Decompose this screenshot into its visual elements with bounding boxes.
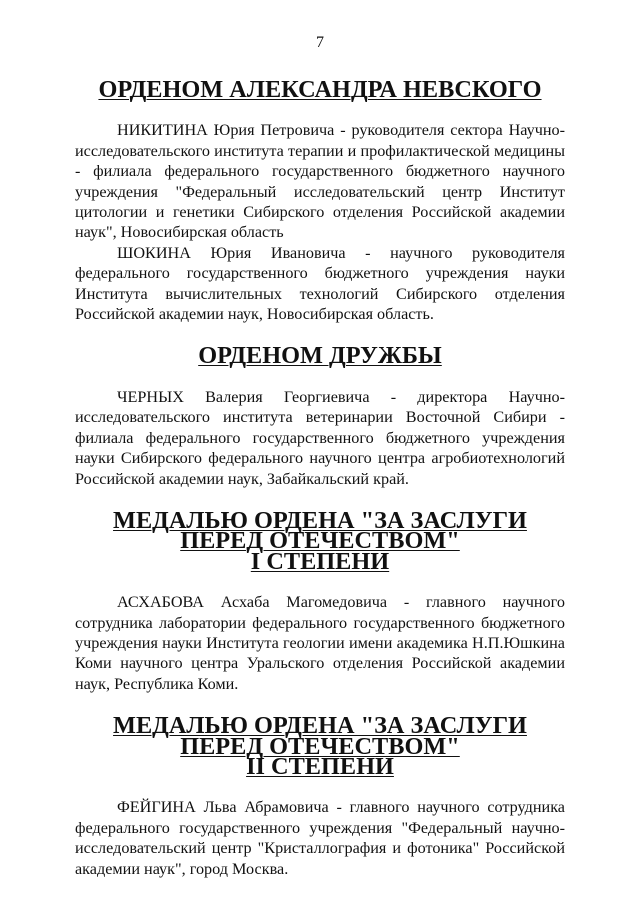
award-paragraph: ФЕЙГИНА Льва Абрамовича - главного научного сотрудника федерального государственного учреждения "Федеральный научно-исследовательский центр "Кристаллография и фотоника" Российской академии наук", город Москва. <box>75 798 565 878</box>
award-section-alexander-nevsky <box>75 76 565 324</box>
page-number: 7 <box>316 34 324 51</box>
heading-line: ОРДЕНОМ ДРУЖБЫ <box>198 342 442 370</box>
award-section-medal-1st-degree <box>75 506 565 694</box>
heading-line: МЕДАЛЬЮ ОРДЕНА "ЗА ЗАСЛУГИ ПЕРЕД ОТЕЧЕСТВОМ" <box>113 506 527 555</box>
heading-line: I СТЕПЕНИ <box>250 547 390 575</box>
award-paragraph: ЧЕРНЫХ Валерия Георгиевича - директора Научно-исследовательского института ветеринарии Восточной Сибири - филиала федерального государственного бюджетного учреждения науки Сибирского федерального научного центра агробиотехнологий Российской академии наук, Забайкальский край. <box>75 387 565 488</box>
award-paragraph: ШОКИНА Юрия Ивановича - научного руководителя федерального государственного бюджетного учреждения науки Института вычислительных технологий Сибирского отделения Российской академии наук, Новосибирская область. <box>75 243 565 324</box>
section-heading <box>75 342 565 370</box>
heading-line: ОРДЕНОМ АЛЕКСАНДРА НЕВСКОГО <box>98 76 542 103</box>
award-section-medal-2nd-degree <box>75 712 565 879</box>
award-paragraph: АСХАБОВА Асхаба Магомедовича - главного научного сотрудника лаборатории федерального государственного бюджетного учреждения науки Института геологии имени академика Н.П.Юшкина Коми научного центра Уральского отделения Российской академии наук, Республика Коми. <box>75 593 565 693</box>
heading-line: МЕДАЛЬЮ ОРДЕНА "ЗА ЗАСЛУГИ ПЕРЕД ОТЕЧЕСТВОМ" <box>113 712 527 760</box>
award-section-friendship <box>75 342 565 488</box>
section-heading <box>75 712 565 780</box>
document-body <box>75 76 565 879</box>
award-paragraph: НИКИТИНА Юрия Петровича - руководителя сектора Научно-исследовательского института терапии и профилактической медицины - филиала федерального государственного бюджетного научного учреждения "Федеральный исследовательский центр Институт цитологии и генетики Сибирского отделения Российской академии наук", Новосибирская область <box>75 121 565 242</box>
section-heading <box>75 506 565 575</box>
section-heading <box>75 76 565 103</box>
heading-line: II СТЕПЕНИ <box>246 752 394 780</box>
